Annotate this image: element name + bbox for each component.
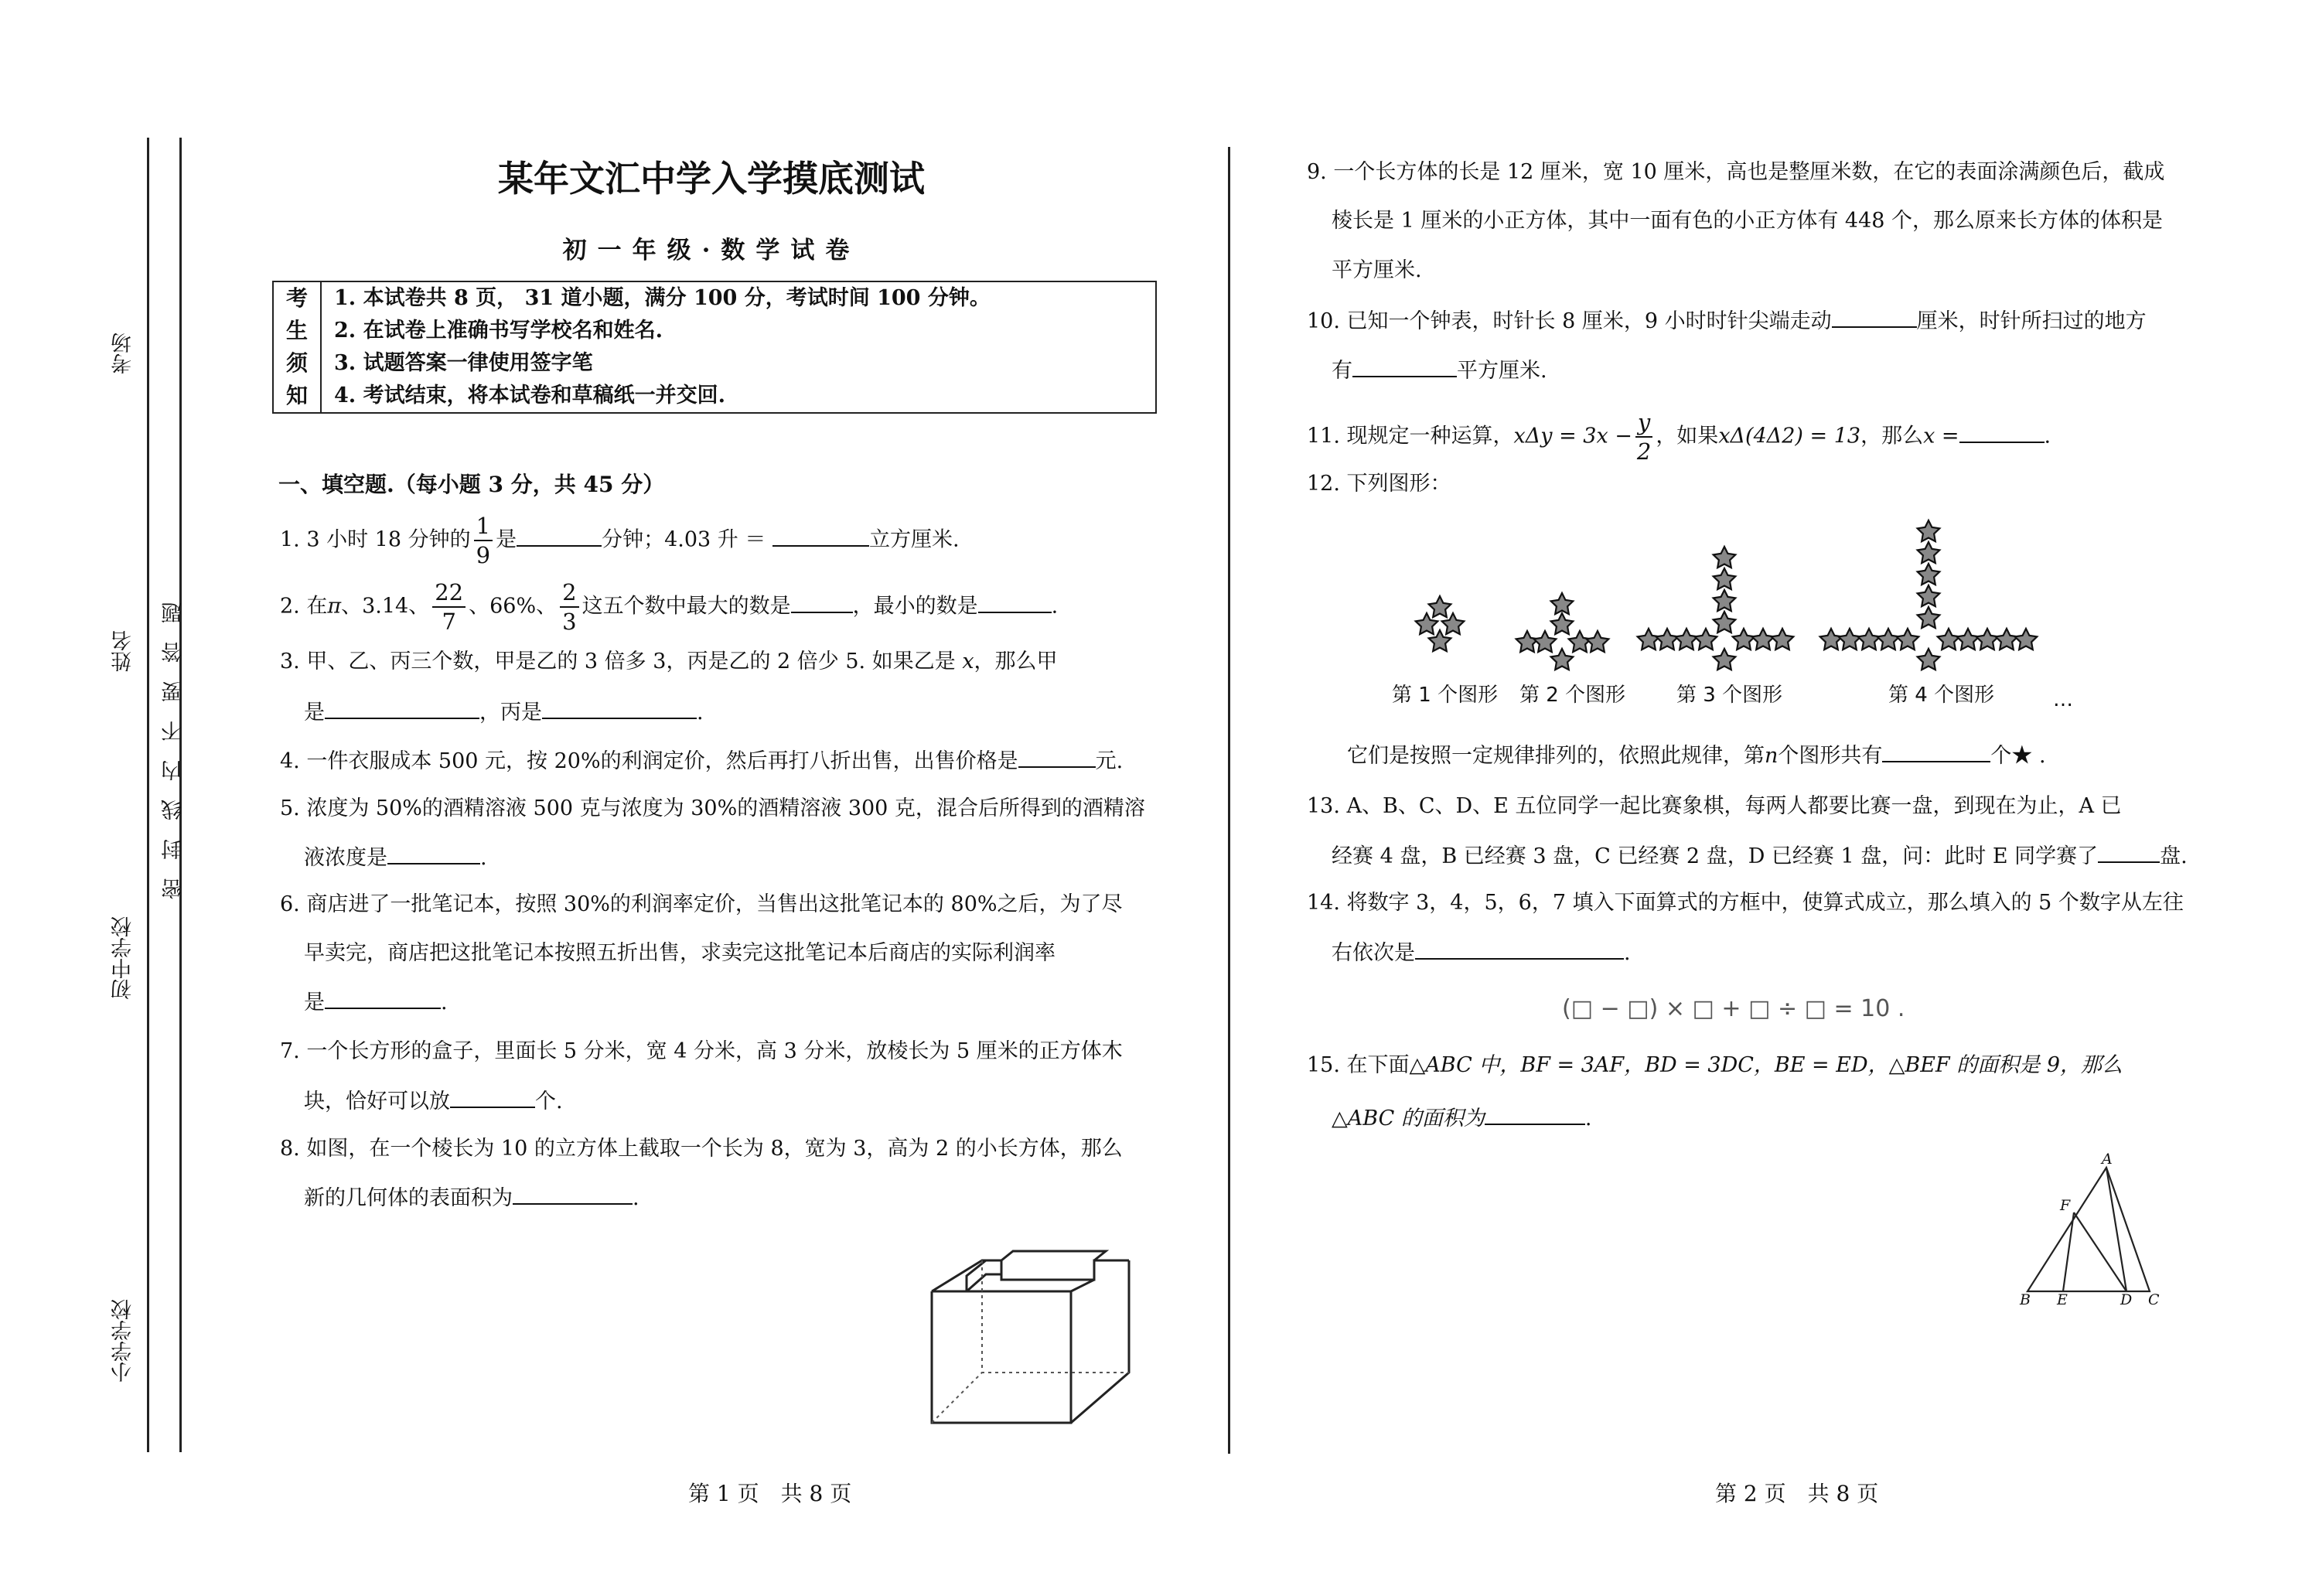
question-6: 6. 商店进了一批笔记本，按照 30%的利润率定价，当售出这批笔记本的 80%之后，为了尽 <box>280 892 1123 916</box>
point-c-label: C <box>2148 1291 2160 1308</box>
answer-blank[interactable] <box>978 592 1052 613</box>
question-9-line3: 平方厘米. <box>1332 258 1422 282</box>
notice-item: 1. 本试卷共 8 页， 31 道小题，满分 100 分，考试时间 100 分钟。 <box>334 286 991 310</box>
notice-item: 4. 考试结束，将本试卷和草稿纸一并交回. <box>334 384 725 408</box>
exam-room-label: 考场 <box>111 332 135 374</box>
star-pattern-figure <box>1392 518 2088 696</box>
answer-blank[interactable] <box>1352 356 1457 377</box>
notice-item: 3. 试题答案一律使用签字笔 <box>334 351 593 375</box>
answer-blank[interactable] <box>2098 841 2160 863</box>
cube-figure <box>924 1245 1156 1431</box>
question-15-line2: △ABC 的面积为 . <box>1332 1103 1591 1133</box>
point-d-label: D <box>2120 1291 2133 1308</box>
figure-label-4: 第 4 个图形 <box>1888 684 1995 707</box>
answer-blank[interactable] <box>791 592 853 613</box>
notice-head-char: 生 <box>285 318 308 343</box>
page-subtitle: 初一年级·数学试卷 <box>562 237 861 264</box>
answer-blank[interactable] <box>542 697 697 719</box>
notice-head-char: 考 <box>285 285 308 311</box>
star-figure-2 <box>1516 593 1609 670</box>
page-title: 某年文汇中学入学摸底测试 <box>498 158 925 200</box>
question-14-line2: 右依次是 . <box>1332 938 1631 967</box>
question-13: 13. A、B、C、D、E 五位同学一起比赛象棋，每两人都要比赛一盘，到现在为止，A 已 <box>1307 794 2122 818</box>
question-3-line2: 是 ，丙是 . <box>304 697 704 727</box>
question-15: 15. 在下面△ABC 中，BF = 3AF，BD = 3DC，BE = ED，△BEF 的面积是 9，那么 <box>1307 1053 2123 1077</box>
answer-blank[interactable] <box>387 843 480 864</box>
question-11: 11. 现规定一种运算，xΔy = 3x − $\frac{y}{2}$ ，如果xΔ(4Δ2) = 13，那么x = . <box>1307 409 2051 465</box>
answer-blank[interactable] <box>450 1086 535 1108</box>
star-figure-4 <box>1820 520 2038 670</box>
answer-blank[interactable] <box>1832 306 1917 328</box>
question-2: 2. 在π、3.14、 $\frac{22}{7}$ 、66%、 $\frac{2}{3}$ 这五个数中最大的数是 ，最小的数是 . <box>280 579 1059 635</box>
figure-label-2: 第 2 个图形 <box>1519 684 1626 707</box>
notice-head-char: 知 <box>285 383 308 408</box>
question-7-line2: 块，恰好可以放 个. <box>304 1086 563 1116</box>
question-9-line2: 棱长是 1 厘米的小正方体，其中一面有色的小正方体有 448 个，那么原来长方体的体积是 <box>1332 209 2164 233</box>
question-7: 7. 一个长方形的盒子，里面长 5 分米，宽 4 分米，高 3 分米，放棱长为 5 厘米的正方体木 <box>280 1039 1123 1063</box>
question-4: 4. 一件衣服成本 500 元，按 20%的利润定价，然后再打八折出售，出售价格是 元. <box>280 746 1123 776</box>
footer-left: 第 1 页 共 8 页 <box>688 1481 852 1506</box>
question-5: 5. 浓度为 50%的酒精溶液 500 克与浓度为 30%的酒精溶液 300 克，混合后所得到的酒精溶 <box>280 796 1145 820</box>
answer-blank[interactable] <box>1882 741 1990 762</box>
point-b-label: B <box>2020 1291 2031 1308</box>
equation-14: (□ − □) × □ + □ ÷ □ = 10 . <box>1562 995 1905 1022</box>
figure-label-1: 第 1 个图形 <box>1392 684 1499 707</box>
page-divider <box>1228 147 1230 1454</box>
point-e-label: E <box>2057 1291 2068 1308</box>
exam-notice-box <box>272 281 1157 414</box>
question-8-line2: 新的几何体的表面积为 . <box>304 1183 639 1212</box>
question-9: 9. 一个长方体的长是 12 厘米，宽 10 厘米，高也是整厘米数，在它的表面涂满颜色后，截成 <box>1307 160 2165 184</box>
middle-school-label: 初中学校 <box>111 916 135 1000</box>
star-figure-1 <box>1416 596 1465 651</box>
answer-blank[interactable] <box>1485 1103 1585 1125</box>
answer-blank[interactable] <box>513 1183 633 1205</box>
answer-blank[interactable] <box>1018 746 1096 768</box>
seal-warning: 密封线内不要答题 <box>162 584 186 899</box>
answer-blank[interactable] <box>325 697 479 719</box>
answer-blank[interactable] <box>1415 938 1624 960</box>
star-figure-3 <box>1638 547 1794 670</box>
question-6-line2: 早卖完，商店把这批笔记本按照五折出售，求卖完这批笔记本后商店的实际利润率 <box>304 941 1056 965</box>
notice-heading <box>274 282 322 412</box>
question-1: 1. 3 小时 18 分钟的 $\frac{1}{9}$ 是 分钟；4.03 升 ＝ 立方厘米. <box>280 513 960 568</box>
question-10: 10. 已知一个钟表，时针长 8 厘米，9 小时时针尖端走动 厘米，时针所扫过的地方 <box>1307 306 2147 336</box>
question-12-line2: 它们是按照一定规律排列的，依照此规律，第n个图形共有 个★ . <box>1347 741 2046 770</box>
name-label: 姓名 <box>111 630 135 672</box>
primary-school-label: 小学学校 <box>111 1299 135 1383</box>
footer-right: 第 2 页 共 8 页 <box>1715 1481 1879 1506</box>
question-12: 12. 下列图形： <box>1307 472 1451 496</box>
point-f-label: F <box>2060 1197 2071 1214</box>
notice-head-char: 须 <box>285 350 308 376</box>
figure-ellipsis: … <box>2053 688 2073 711</box>
question-3: 3. 甲、乙、丙三个数，甲是乙的 3 倍多 3，丙是乙的 2 倍少 5. 如果乙是 x，那么甲 <box>280 650 1058 674</box>
question-13-line2: 经赛 4 盘，B 已经赛 3 盘，C 已经赛 2 盘，D 已经赛 1 盘，问：此时 E 同学赛了 盘. <box>1332 841 2188 871</box>
triangle-figure <box>2010 1152 2165 1307</box>
question-5-line2: 液浓度是 . <box>304 843 487 872</box>
answer-blank[interactable] <box>1959 421 2045 443</box>
figure-label-3: 第 3 个图形 <box>1676 684 1783 707</box>
question-8: 8. 如图，在一个棱长为 10 的立方体上截取一个长为 8，宽为 3，高为 2 的小长方体，那么 <box>280 1137 1123 1161</box>
question-10-line2: 有 平方厘米. <box>1332 356 1547 385</box>
answer-blank[interactable] <box>772 525 869 547</box>
section-heading: 一、填空题.（每小题 3 分，共 45 分） <box>278 472 665 497</box>
answer-blank[interactable] <box>325 987 441 1009</box>
notice-item: 2. 在试卷上准确书写学校名和姓名. <box>334 319 663 343</box>
question-6-line3: 是 . <box>304 987 448 1017</box>
question-14: 14. 将数字 3，4，5，6，7 填入下面算式的方框中，使算式成立，那么填入的 5 个数字从左往 <box>1307 891 2184 915</box>
binding-line-outer <box>147 138 149 1452</box>
answer-blank[interactable] <box>517 525 602 547</box>
point-a-label: A <box>2102 1151 2113 1168</box>
